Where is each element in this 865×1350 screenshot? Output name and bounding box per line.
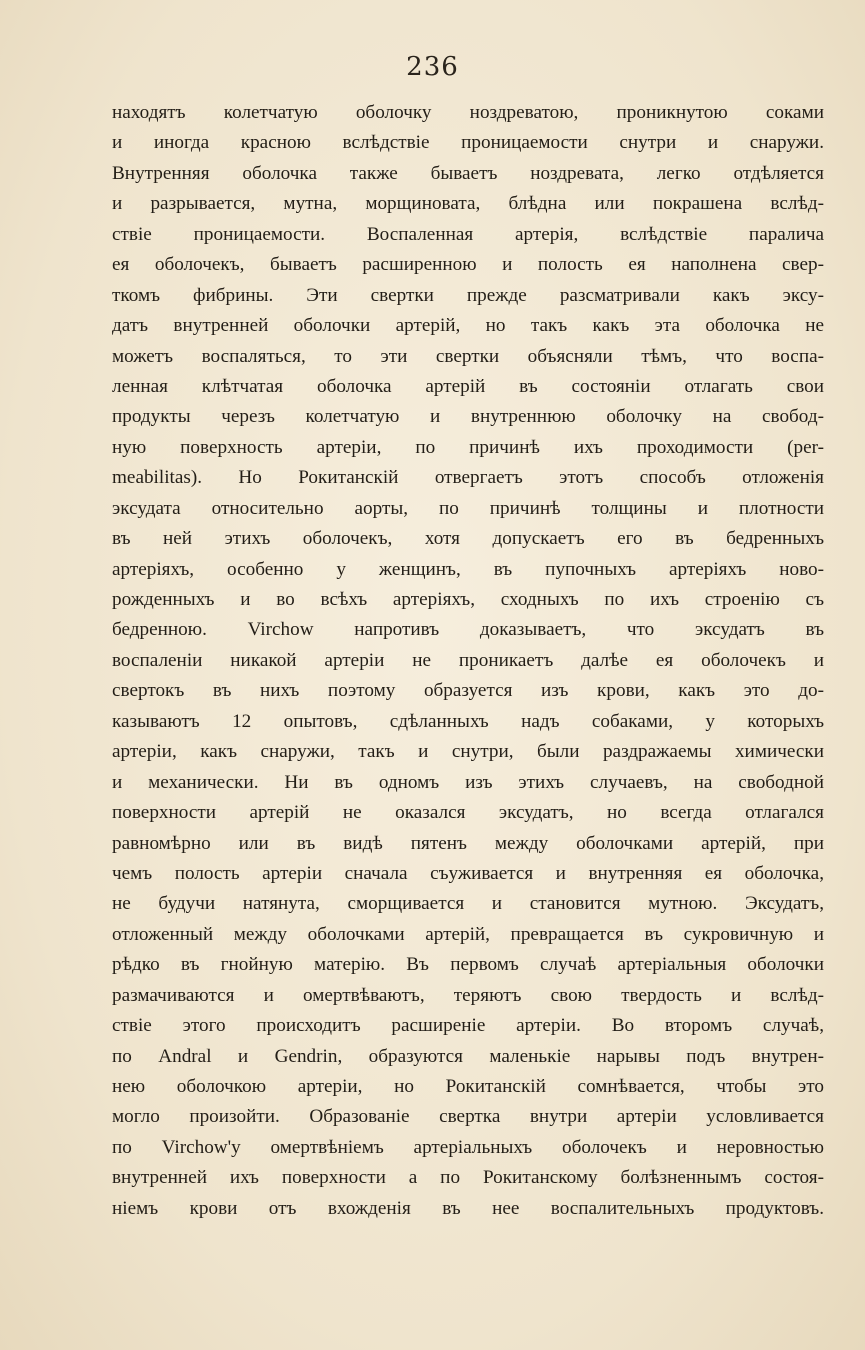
text-line: эксудата относительно аорты, по причинѣ толщины и плотности xyxy=(112,497,824,519)
text-line: и механически. Ни въ одномъ изъ этихъ случаевъ, на свободной xyxy=(112,771,824,793)
text-line: и разрывается, мутна, морщиновата, блѣдна или покрашена вслѣд- xyxy=(112,193,824,215)
text-line: артеріяхъ, особенно у женщинъ, въ пупочныхъ артеріяхъ ново- xyxy=(112,558,824,580)
text-line: не будучи натянута, сморщивается и становится мутною. Эксудатъ, xyxy=(112,893,824,915)
text-line: воспаленіи никакой артеріи не проникаетъ далѣе ея оболочекъ и xyxy=(112,649,824,671)
text-line: казываютъ 12 опытовъ, сдѣланныхъ надъ собаками, у которыхъ xyxy=(112,710,824,732)
text-line: ствіе проницаемости. Воспаленная артерія, вслѣдствіе паралича xyxy=(112,223,824,245)
text-line: въ ней этихъ оболочекъ, хотя допускаетъ его въ бедренныхъ xyxy=(112,528,824,550)
text-line: по Virchow'у омертвѣніемъ артеріальныхъ оболочекъ и неровностью xyxy=(112,1136,824,1158)
text-line: нею оболочкою артеріи, но Рокитанскій сомнѣвается, чтобы это xyxy=(112,1076,824,1097)
body-text xyxy=(112,98,824,1224)
text-line: по Andral и Gendrin, образуются маленькіе нарывы подъ внутрен- xyxy=(112,1045,824,1067)
text-line: поверхности артерій не оказался эксудатъ, но всегда отлагался xyxy=(112,802,824,824)
text-line: ея оболочекъ, бываетъ расширенною и полость ея наполнена свер- xyxy=(112,254,824,276)
text-line: ствіе этого происходитъ расширеніе артеріи. Во второмъ случаѣ, xyxy=(112,1015,824,1037)
text-line: датъ внутренней оболочки артерій, но такъ какъ эта оболочка не xyxy=(112,315,824,337)
text-line: рѣдко въ гнойную матерію. Въ первомъ случаѣ артеріальныя оболочки xyxy=(112,954,824,976)
text-line: находятъ колетчатую оболочку ноздреватою, проникнутою соками xyxy=(112,102,824,123)
page-number: 236 xyxy=(406,52,459,82)
text-line: равномѣрно или въ видѣ пятенъ между оболочками артерій, при xyxy=(112,832,824,854)
text-line: и иногда красною вслѣдствіе проницаемости снутри и снаружи. xyxy=(112,132,824,154)
text-line: бедренною. Virchow напротивъ доказываетъ, что эксудатъ въ xyxy=(112,619,824,641)
text-line: размачиваются и омертвѣваютъ, теряютъ свою твердость и вслѣд- xyxy=(112,984,824,1006)
text-line: свертокъ въ нихъ поэтому образуется изъ крови, какъ это до- xyxy=(112,680,824,702)
text-line: внутренней ихъ поверхности а по Рокитанскому болѣзненнымъ состоя- xyxy=(112,1167,824,1189)
text-line: артеріи, какъ снаружи, такъ и снутри, были раздражаемы химически xyxy=(112,741,824,763)
text-line: ніемъ крови отъ вхожденія въ нее воспалительныхъ продуктовъ. xyxy=(112,1197,824,1219)
text-line: можетъ воспаляться, то эти свертки объясняли тѣмъ, что воспа- xyxy=(112,345,824,367)
text-line: могло произойти. Образованіе свертка внутри артеріи условливается xyxy=(112,1106,824,1128)
text-line: ную поверхность артеріи, по причинѣ ихъ проходимости (per- xyxy=(112,436,824,458)
text-line: meabilitas). Но Рокитанскій отвергаетъ этотъ способъ отложенія xyxy=(112,467,824,489)
text-line: ткомъ фибрины. Эти свертки прежде разсматривали какъ эксу- xyxy=(112,284,824,306)
text-line: чемъ полость артеріи сначала съуживается и внутренняя ея оболочка, xyxy=(112,862,824,884)
text-line: ленная клѣтчатая оболочка артерій въ состояніи отлагать свои xyxy=(112,375,824,397)
text-line: Внутренняя оболочка также бываетъ ноздревата, легко отдѣляется xyxy=(112,162,824,184)
text-line: продукты черезъ колетчатую и внутреннюю оболочку на свобод- xyxy=(112,406,824,428)
text-line: рожденныхъ и во всѣхъ артеріяхъ, сходныхъ по ихъ строенію съ xyxy=(112,589,824,610)
text-line: отложенный между оболочками артерій, превращается въ сукровичную и xyxy=(112,923,824,945)
